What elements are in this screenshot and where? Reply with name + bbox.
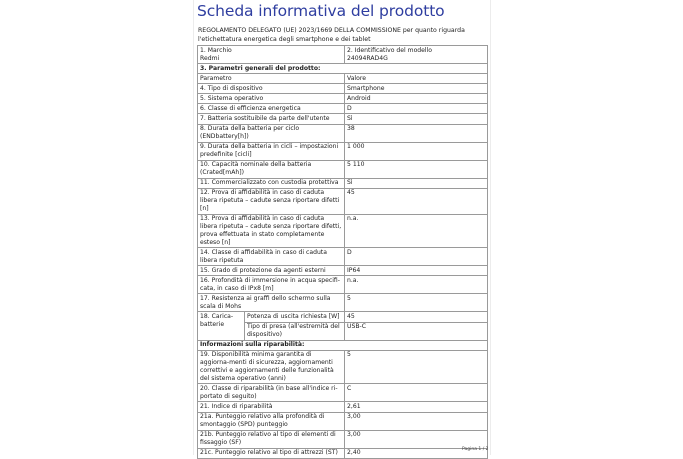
table-row [198,384,488,402]
row-label: 6. Classe di efficienza energetica [198,104,345,114]
brand-value: Redmi [200,54,220,62]
table-row [198,84,488,94]
brand-label: 1. Marchio [200,46,232,54]
brand-cell [198,46,345,64]
row-value: Sì [345,178,488,188]
table-row [198,350,488,384]
product-info-table [197,45,488,459]
table-row [198,104,488,114]
table-row [198,340,488,350]
row-value: n.a. [345,276,488,294]
row-value: 5 [345,350,488,384]
row-label: 13. Prova di affidabilità in caso di caduta libera ripetuta – cadute senza riportare difetti, prova effettuata in stato completamente esteso [n] [198,214,345,248]
charger-values-cell [345,312,488,340]
row-value: 45 [345,188,488,214]
row-label: 21. Indice di riparabilità [198,402,345,412]
row-value: 3,00 [345,412,488,430]
row-value: Android [345,94,488,104]
table-row [198,266,488,276]
row-value: Smartphone [345,84,488,94]
row-value: Sì [345,114,488,124]
table-row [198,214,488,248]
document-title: Scheda informativa del prodotto [197,2,445,20]
table-row [198,312,344,322]
table-row [198,124,488,142]
row-value: D [345,104,488,114]
section-general-heading: 3. Parametri generali del prodotto: [198,64,488,74]
section-repair-heading: Informazioni sulla riparabilità: [198,340,488,350]
row-label: 11. Commercializzato con custodia protettiva [198,178,345,188]
row-value: 1 000 [345,142,488,160]
column-header-param: Parametro [198,74,345,84]
table-row [198,402,488,412]
charger-plug-label: Tipo di presa (all'estremità del dispositivo) [247,323,340,339]
row-value: 2,40 [345,448,488,458]
table-row [198,74,488,84]
charger-subtable [198,312,344,339]
row-label: 9. Durata della batteria in cicli – impostazioni predefinite [cicli] [198,142,345,160]
table-row [198,448,488,458]
row-label: 12. Prova di affidabilità in caso di caduta libera ripetuta – cadute senza riportare difetti [n] [198,188,345,214]
charger-power-value: 45 [345,312,487,322]
model-value: 24094RAD4G [347,54,388,62]
row-label: 16. Profondità di immersione in acqua specifi-cata, in caso di IPx8 [m] [198,276,345,294]
table-row [198,430,488,448]
row-value: 5 [345,294,488,312]
row-label: 15. Grado di protezione da agenti esterni [198,266,345,276]
row-value: n.a. [345,214,488,248]
row-value: C [345,384,488,402]
row-label: 4. Tipo di dispositivo [198,84,345,94]
row-value: 2,61 [345,402,488,412]
table-row [198,276,488,294]
row-value: IP64 [345,266,488,276]
row-label: 17. Resistenza ai graffi dello schermo sulla scala di Mohs [198,294,345,312]
row-value: D [345,248,488,266]
row-value: 5 110 [345,160,488,178]
row-label: 8. Durata della batteria per ciclo (ENDbattery[h]) [198,124,345,142]
table-row [198,142,488,160]
row-label: 14. Classe di affidabilità in caso di caduta libera ripetuta [198,248,345,266]
row-label: 19. Disponibilità minima garantita di aggiorna-menti di sicurezza, aggiornamenti correttivi e aggiornamenti delle funzionalità del sistema operativo (anni) [198,350,345,384]
table-row [198,46,488,64]
row-label: 7. Batteria sostituibile da parte dell'utente [198,114,345,124]
table-row [198,160,488,178]
model-label: 2. Identificativo del modello [347,46,433,54]
row-label: 21c. Punteggio relativo al tipo di attrezzi (ST) [198,448,345,458]
row-label: 21b. Punteggio relativo al tipo di elementi di fissaggio (SF) [198,430,345,448]
charger-label: 18. Carica-batterie [198,312,245,339]
row-value: 38 [345,124,488,142]
charger-power-label: Potenza di uscita richiesta [W] [245,312,345,322]
row-label: 21a. Punteggio relativo alla profondità di smontaggio (SPD) punteggio [198,412,345,430]
table-row [198,94,488,104]
column-header-value: Valore [345,74,488,84]
row-label: 5. Sistema operativo [198,94,345,104]
charger-plug-value: USB-C [347,323,366,331]
model-cell [345,46,488,64]
table-row [198,188,488,214]
table-row [198,114,488,124]
regulation-intro: REGOLAMENTO DELEGATO (UE) 2023/1669 DELLA COMMISSIONE per quanto riguarda l'etichettatura energetica degli smartphone e dei tablet [198,27,465,43]
table-row [198,64,488,74]
table-row [198,412,488,430]
row-label: 20. Classe di riparabilità (in base all'indice ri-portato di seguito) [198,384,345,402]
table-row [198,178,488,188]
table-row [198,248,488,266]
page-number: Pagina 1 / 2 [462,447,489,452]
table-row [198,312,488,340]
table-row [198,294,488,312]
row-label: 10. Capacità nominale della batteria (Crated[mAh]) [198,160,345,178]
charger-cell [198,312,345,340]
row-value: 3,00 [345,430,488,448]
